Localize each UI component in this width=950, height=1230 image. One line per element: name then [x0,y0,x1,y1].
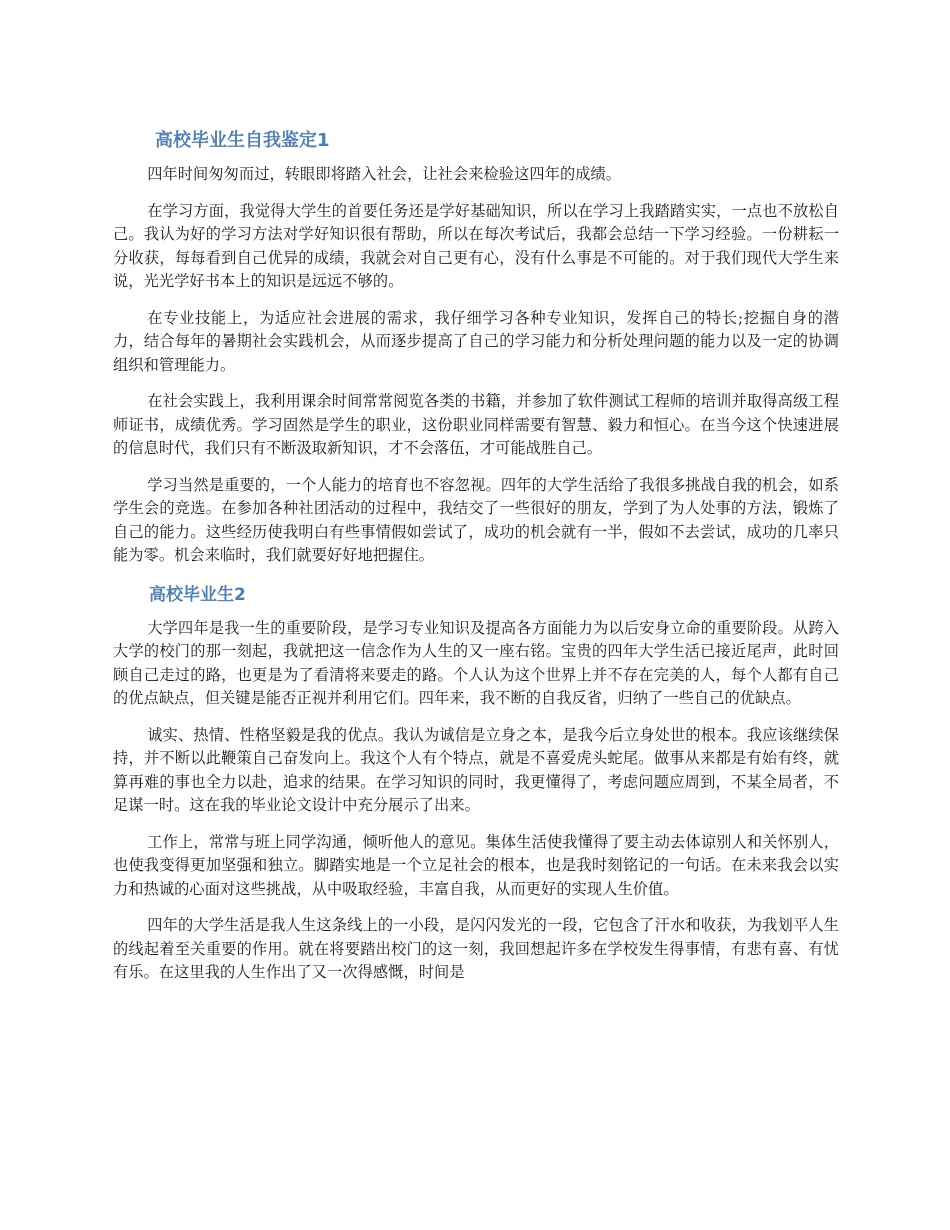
section-1-paragraph: 学习当然是重要的，一个人能力的培育也不容忽视。四年的大学生活给了我很多挑战自我的机会，如系学生会的竞选。在参加各种社团活动的过程中，我结交了一些很好的朋友，学到了为人处事的方法，锻炼了自己的能力。这些经历使我明白有些事情假如尝试了，成功的机会就有一半，假如不去尝试，成功的几率只能为零。机会来临时，我们就要好好地把握住。 [113,475,839,564]
section-1-paragraph: 在学习方面，我觉得大学生的首要任务还是学好基础知识，所以在学习上我踏踏实实，一点也不放松自己。我认为好的学习方法对学好知识很有帮助，所以在每次考试后，我都会总结一下学习经验。一份耕耘一分收获，每每看到自己优异的成绩，我就会对自己更有心，没有什么事是不可能的。对于我们现代大学生来说，光光学好书本上的知识是远远不够的。 [113,201,839,290]
section-2-paragraph: 大学四年是我一生的重要阶段，是学习专业知识及提高各方面能力为以后安身立命的重要阶段。从跨入大学的校门的那一刻起，我就把这一信念作为人生的又一座右铭。宝贵的四年大学生活已接近尾声，此时回顾自己走过的路，也更是为了看清将来要走的路。个人认为这个世界上并不存在完美的人，每个人都有自己的优点缺点，但关键是能否正视并利用它们。四年来，我不断的自我反省，归纳了一些自己的优缺点。 [113,618,839,707]
section-1-paragraph: 在社会实践上，我利用课余时间常常阅览各类的书籍，并参加了软件测试工程师的培训并取得高级工程师证书，成绩优秀。学习固然是学生的职业，这份职业同样需要有智慧、毅力和恒心。在当今这个快速进展的信息时代，我们只有不断汲取新知识，才不会落伍，才可能战胜自己。 [113,392,839,457]
document-body [113,127,839,998]
section-1-paragraph: 在专业技能上，为适应社会进展的需求，我仔细学习各种专业知识，发挥自己的特长;挖掘自身的潜力，结合每年的暑期社会实践机会，从而逐步提高了自己的学习能力和分析处理问题的能力以及一定的协调组织和管理能力。 [113,308,839,374]
section-1-paragraph: 四年时间匆匆而过，转眼即将踏入社会，让社会来检验这四年的成绩。 [147,165,622,183]
section-2-paragraph: 工作上，常常与班上同学沟通，倾听他人的意见。集体生活使我懂得了要主动去体谅别人和关怀别人，也使我变得更加坚强和独立。脚踏实地是一个立足社会的根本，也是我时刻铭记的一句话。在未来我会以实力和热诚的心面对这些挑战，从中吸取经验，丰富自我，从而更好的实现人生价值。 [113,832,839,898]
section-2-title: 高校毕业生2 [149,584,246,605]
section-1-title: 高校毕业生自我鉴定1 [155,130,330,151]
section-2-paragraph: 四年的大学生活是我人生这条线上的一小段，是闪闪发光的一段，它包含了汗水和收获，为我划平人生的线起着至关重要的作用。就在将要踏出校门的这一刻，我回想起许多在学校发生得事情，有悲有喜、有忧有乐。在这里我的人生作出了又一次得感慨，时间是 [113,916,839,981]
section-2-paragraph: 诚实、热情、性格坚毅是我的优点。我认为诚信是立身之本，是我今后立身处世的根本。我应该继续保持，并不断以此鞭策自己奋发向上。我这个人有个特点，就是不喜爱虎头蛇尾。做事从来都是有始有终，就算再难的事也全力以赴，追求的结果。在学习知识的同时，我更懂得了，考虑问题应周到，不某全局者，不足谋一时。这在我的毕业论文设计中充分展示了出来。 [113,725,839,814]
